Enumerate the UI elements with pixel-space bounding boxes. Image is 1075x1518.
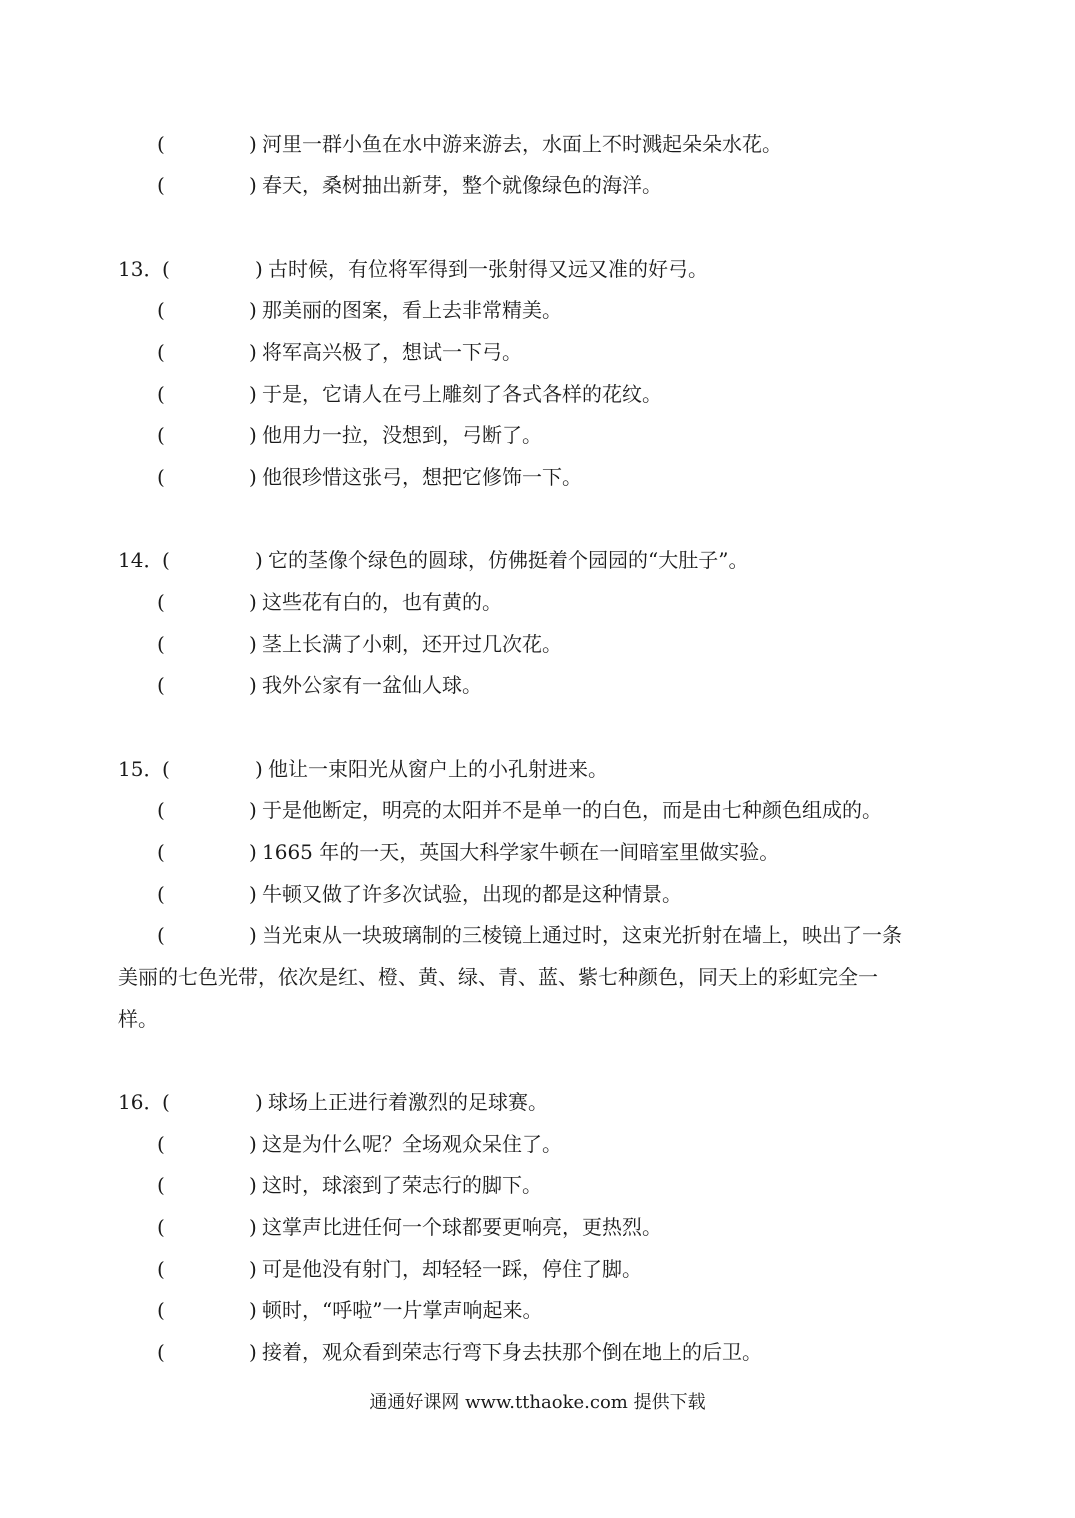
sentence: 当光束从一块玻璃制的三棱镜上通过时，这束光折射在墙上，映出了一条 <box>262 923 902 947</box>
answer-paren-open: ( <box>157 1257 165 1281</box>
answer-paren-open: ( <box>162 548 170 572</box>
answer-paren-close: ) <box>249 840 257 864</box>
sentence: 春天，桑树抽出新芽，整个就像绿色的海洋。 <box>262 173 662 197</box>
answer-paren-open: ( <box>157 590 165 614</box>
sentence: 牛顿又做了许多次试验，出现的都是这种情景。 <box>262 882 682 906</box>
answer-paren-close: ) <box>249 1298 257 1322</box>
sentence-continuation: 样。 <box>118 1007 158 1031</box>
answer-paren-open: ( <box>157 632 165 656</box>
answer-paren-open: ( <box>157 1340 165 1364</box>
sentence: 这是为什么呢？全场观众呆住了。 <box>262 1132 562 1156</box>
answer-paren-open: ( <box>162 257 170 281</box>
answer-paren-open: ( <box>157 340 165 364</box>
question-number: 16． <box>118 1090 164 1114</box>
sentence: 将军高兴极了，想试一下弓。 <box>262 340 522 364</box>
answer-paren-close: ) <box>255 548 263 572</box>
answer-paren-open: ( <box>157 673 165 697</box>
answer-paren-close: ) <box>249 423 257 447</box>
sentence: 接着，观众看到荣志行弯下身去扶那个倒在地上的后卫。 <box>262 1340 762 1364</box>
answer-paren-close: ) <box>249 132 257 156</box>
answer-paren-close: ) <box>249 1215 257 1239</box>
sentence: 他很珍惜这张弓，想把它修饰一下。 <box>262 465 582 489</box>
answer-paren-close: ) <box>249 382 257 406</box>
sentence: 我外公家有一盆仙人球。 <box>262 673 482 697</box>
answer-paren-close: ) <box>249 340 257 364</box>
answer-paren-close: ) <box>249 632 257 656</box>
sentence: 可是他没有射门，却轻轻一踩，停住了脚。 <box>262 1257 642 1281</box>
question-number: 15． <box>118 757 164 781</box>
answer-paren-open: ( <box>157 423 165 447</box>
sentence: 球场上正进行着激烈的足球赛。 <box>268 1090 548 1114</box>
sentence: 茎上长满了小刺，还开过几次花。 <box>262 632 562 656</box>
answer-paren-close: ) <box>249 1132 257 1156</box>
answer-paren-close: ) <box>249 298 257 322</box>
sentence: 那美丽的图案，看上去非常精美。 <box>262 298 562 322</box>
question-number: 14． <box>118 548 164 572</box>
question-number: 13． <box>118 257 164 281</box>
answer-paren-open: ( <box>162 1090 170 1114</box>
answer-paren-close: ) <box>249 798 257 822</box>
answer-paren-open: ( <box>157 298 165 322</box>
answer-paren-open: ( <box>157 132 165 156</box>
answer-paren-open: ( <box>157 1132 165 1156</box>
sentence: 河里一群小鱼在水中游来游去，水面上不时溅起朵朵水花。 <box>262 132 782 156</box>
answer-paren-close: ) <box>249 590 257 614</box>
sentence: 古时候，有位将军得到一张射得又远又准的好弓。 <box>268 257 708 281</box>
answer-paren-open: ( <box>157 382 165 406</box>
answer-paren-open: ( <box>157 840 165 864</box>
sentence: 1665 年的一天，英国大科学家牛顿在一间暗室里做实验。 <box>262 840 780 864</box>
answer-paren-open: ( <box>157 173 165 197</box>
sentence: 这些花有白的，也有黄的。 <box>262 590 502 614</box>
answer-paren-close: ) <box>249 465 257 489</box>
page-footer: 通通好课网 www.tthaoke.com 提供下载 <box>369 1392 706 1413</box>
sentence: 这时，球滚到了荣志行的脚下。 <box>262 1173 542 1197</box>
answer-paren-close: ) <box>255 1090 263 1114</box>
sentence-continuation: 美丽的七色光带，依次是红、橙、黄、绿、青、蓝、紫七种颜色，同天上的彩虹完全一 <box>118 965 878 989</box>
sentence: 于是他断定，明亮的太阳并不是单一的白色，而是由七种颜色组成的。 <box>262 798 882 822</box>
answer-paren-close: ) <box>249 1257 257 1281</box>
answer-paren-open: ( <box>157 1215 165 1239</box>
answer-paren-close: ) <box>249 923 257 947</box>
answer-paren-close: ) <box>249 173 257 197</box>
sentence: 这掌声比进任何一个球都要更响亮，更热烈。 <box>262 1215 662 1239</box>
answer-paren-close: ) <box>249 882 257 906</box>
answer-paren-close: ) <box>249 1340 257 1364</box>
answer-paren-close: ) <box>255 757 263 781</box>
answer-paren-open: ( <box>157 1173 165 1197</box>
answer-paren-open: ( <box>162 757 170 781</box>
answer-paren-close: ) <box>249 673 257 697</box>
sentence: 他让一束阳光从窗户上的小孔射进来。 <box>268 757 608 781</box>
answer-paren-close: ) <box>255 257 263 281</box>
sentence: 他用力一拉，没想到，弓断了。 <box>262 423 542 447</box>
answer-paren-close: ) <box>249 1173 257 1197</box>
sentence: 于是，它请人在弓上雕刻了各式各样的花纹。 <box>262 382 662 406</box>
sentence: 顿时，“呼啦”一片掌声响起来。 <box>262 1298 543 1322</box>
answer-paren-open: ( <box>157 923 165 947</box>
answer-paren-open: ( <box>157 798 165 822</box>
answer-paren-open: ( <box>157 1298 165 1322</box>
answer-paren-open: ( <box>157 465 165 489</box>
answer-paren-open: ( <box>157 882 165 906</box>
sentence: 它的茎像个绿色的圆球，仿佛挺着个园园的“大肚子”。 <box>268 548 749 572</box>
